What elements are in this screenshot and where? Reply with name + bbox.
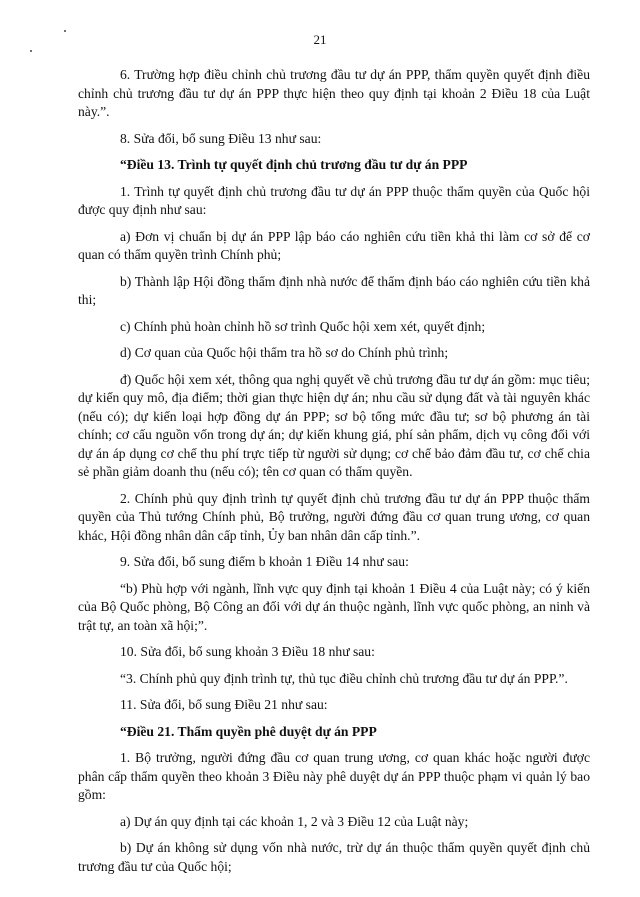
clause-1: 1. Trình tự quyết định chủ trương đầu tư dự án PPP thuộc thẩm quyền của Quốc hội được quy định như sau: xyxy=(78,183,590,217)
article-21-clause-1: 1. Bộ trưởng, người đứng đầu cơ quan trung ương, cơ quan khác hoặc người được phân cấp thẩm quyền theo khoản 3 Điều này phê duyệt dự án PPP thuộc phạm vi quản lý bao gồm: xyxy=(78,750,590,802)
page-number: 21 xyxy=(313,32,327,47)
clause-2: 2. Chính phủ quy định trình tự quyết định chủ trương đầu tư dự án PPP thuộc thẩm quyền của Thủ tướng Chính phủ, Bộ trưởng, người đứng đầu cơ quan trung ương, cơ quan khác, Hội đồng nhân dân cấp tỉnh, Ủy ban nhân dân cấp tỉnh.”. xyxy=(78,490,590,543)
amendment-11: 11. Sửa đổi, bổ sung Điều 21 như sau: xyxy=(120,697,328,712)
amendment-10: 10. Sửa đổi, bổ sung khoản 3 Điều 18 như sau: xyxy=(120,644,375,659)
document-body xyxy=(78,66,590,884)
amendment-9-text: “b) Phù hợp với ngành, lĩnh vực quy định tại khoản 1 Điều 4 của Luật này; có ý kiến của Bộ Quốc phòng, Bộ Công an đối với dự án thuộc ngành, lĩnh vực quốc phòng, an ninh và trật tự, an toàn xã hội;”. xyxy=(78,580,590,633)
amendment-8: 8. Sửa đổi, bổ sung Điều 13 như sau: xyxy=(120,130,322,146)
article-21-point-b: b) Dự án không sử dụng vốn nhà nước, trừ dự án thuộc thẩm quyền quyết định chủ trương đầu tư của Quốc hội; xyxy=(78,840,590,874)
amendment-10-text: “3. Chính phủ quy định trình tự, thủ tục điều chỉnh chủ trương đầu tư dự án PPP.”. xyxy=(120,670,568,686)
article-21-title: “Điều 21. Thẩm quyền phê duyệt dự án PPP xyxy=(120,723,377,739)
point-a: a) Đơn vị chuẩn bị dự án PPP lập báo cáo nghiên cứu tiền khả thi làm cơ sở để cơ quan có thẩm quyền trình Chính phủ; xyxy=(78,228,590,262)
point-b: b) Thành lập Hội đồng thẩm định nhà nước để thẩm định báo cáo nghiên cứu tiền khả thi; xyxy=(78,273,590,307)
point-c: c) Chính phủ hoàn chỉnh hồ sơ trình Quốc hội xem xét, quyết định; xyxy=(120,318,486,334)
point-d: d) Cơ quan của Quốc hội thẩm tra hồ sơ do Chính phủ trình; xyxy=(120,345,449,360)
point-dd: đ) Quốc hội xem xét, thông qua nghị quyết về chủ trương đầu tư dự án gồm: mục tiêu; dự kiến quy mô, địa điểm; thời gian thực hiện dự án; nhu cầu sử dụng đất và tài nguyên khác (nếu có); dự kiến loại hợp đồng dự án PPP; sơ bộ tổng mức đầu tư; sơ bộ phương án tài chính; cơ cấu nguồn vốn trong dự án; dự kiến khung giá, phí sản phẩm, dịch vụ công đối với dự án áp dụng cơ chế thu phí trực tiếp từ người sử dụng; cơ chế bảo đảm đầu tư, cơ chế chia sẻ phần giảm doanh thu (nếu có); tên cơ quan có thẩm quyền. xyxy=(78,371,590,479)
article-13-title: “Điều 13. Trình tự quyết định chủ trương đầu tư dự án PPP xyxy=(120,157,468,172)
scan-speck xyxy=(64,30,66,32)
scan-speck xyxy=(30,50,32,52)
article-21-point-a: a) Dự án quy định tại các khoản 1, 2 và 3 Điều 12 của Luật này; xyxy=(120,813,469,829)
amendment-9: 9. Sửa đổi, bổ sung điểm b khoản 1 Điều 14 như sau: xyxy=(120,554,409,569)
paragraph-6: 6. Trường hợp điều chỉnh chủ trương đầu tư dự án PPP, thẩm quyền quyết định điều chỉnh chủ trương đầu tư dự án PPP thực hiện theo quy định tại khoản 2 Điều 18 của Luật này.”. xyxy=(78,67,590,119)
